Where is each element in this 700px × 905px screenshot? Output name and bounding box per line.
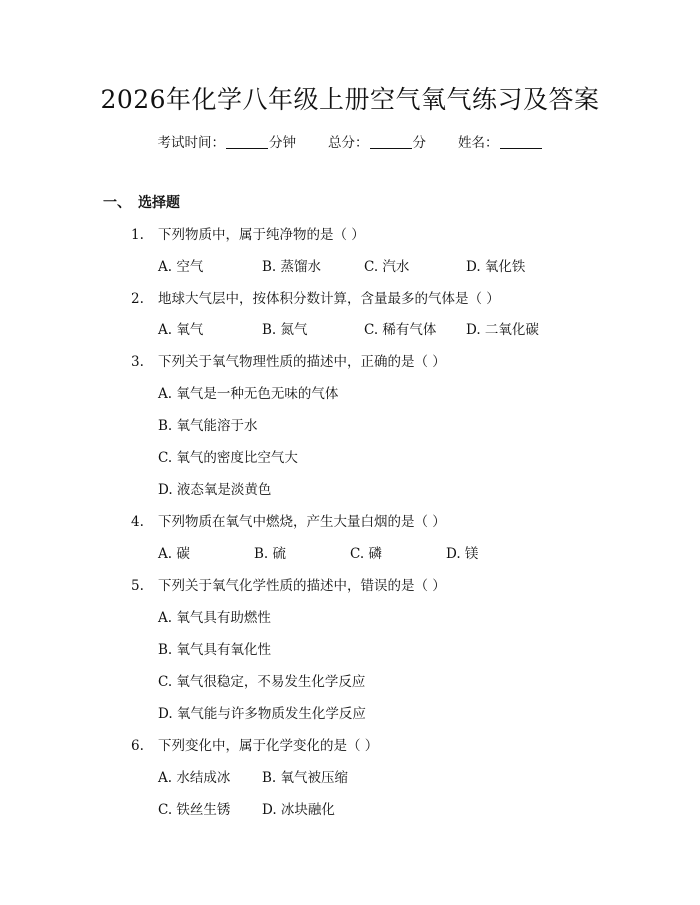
question-text: 下列关于氧气化学性质的描述中，错误的是（ ） <box>158 578 446 594</box>
question-text: 下列物质在氧气中燃烧，产生大量白烟的是（ ） <box>158 514 446 530</box>
page-title: 2026年化学八年级上册空气氧气练习及答案 <box>100 85 600 114</box>
q2-option-b: B. 氮气 <box>262 322 308 338</box>
section-title: 选择题 <box>138 195 180 211</box>
q1-option-c: C. 汽水 <box>364 259 410 275</box>
time-label: 考试时间： <box>157 135 225 151</box>
q1-option-b: B. 蒸馏水 <box>262 259 322 275</box>
question-number: 3. <box>131 354 144 370</box>
time-blank <box>226 148 268 149</box>
name-blank <box>500 148 542 149</box>
q3-option-b: B. 氧气能溶于水 <box>158 418 258 434</box>
question-number: 5. <box>131 578 144 594</box>
question-4 <box>131 510 446 530</box>
question-5 <box>131 574 446 594</box>
question-text: 地球大气层中，按体积分数计算，含量最多的气体是（ ） <box>158 291 500 307</box>
question-6 <box>131 734 378 754</box>
q4-option-d: D. 镁 <box>446 546 479 562</box>
question-number: 1. <box>131 227 144 243</box>
q6-option-b: B. 氧气被压缩 <box>262 770 349 786</box>
q3-option-d: D. 液态氧是淡黄色 <box>158 482 272 498</box>
question-text: 下列关于氧气物理性质的描述中，正确的是（ ） <box>158 354 446 370</box>
q5-option-a: A. 氧气具有助燃性 <box>158 610 271 626</box>
score-unit: 分 <box>412 135 426 151</box>
name-label: 姓名： <box>458 135 499 151</box>
q5-option-c: C. 氧气很稳定，不易发生化学反应 <box>158 674 366 690</box>
score-label: 总分： <box>328 135 369 151</box>
exam-info <box>0 131 700 151</box>
question-number: 4. <box>131 514 144 530</box>
q3-option-c: C. 氧气的密度比空气大 <box>158 450 298 466</box>
question-number: 2. <box>131 291 144 307</box>
question-2 <box>131 287 500 307</box>
q4-option-b: B. 硫 <box>254 546 287 562</box>
q5-option-d: D. 氧气能与许多物质发生化学反应 <box>158 706 366 722</box>
q6-option-c: C. 铁丝生锈 <box>158 802 231 818</box>
q3-option-a: A. 氧气是一种无色无味的气体 <box>158 386 339 402</box>
question-text: 下列物质中，属于纯净物的是（ ） <box>158 227 365 243</box>
section-number: 一、 <box>103 195 131 211</box>
question-3 <box>131 350 446 370</box>
q2-option-a: A. 氧气 <box>158 322 204 338</box>
q1-option-d: D. 氧化铁 <box>466 259 526 275</box>
q2-option-d: D. 二氧化碳 <box>466 322 539 338</box>
q4-option-c: C. 磷 <box>350 546 382 562</box>
q6-option-d: D. 冰块融化 <box>262 802 335 818</box>
question-1 <box>131 223 365 243</box>
q5-option-b: B. 氧气具有氧化性 <box>158 642 272 658</box>
q4-option-a: A. 碳 <box>158 546 190 562</box>
question-text: 下列变化中，属于化学变化的是（ ） <box>158 738 379 754</box>
section-heading <box>103 192 180 212</box>
q1-option-a: A. 空气 <box>158 259 204 275</box>
q2-option-c: C. 稀有气体 <box>364 322 437 338</box>
score-blank <box>370 148 412 149</box>
question-number: 6. <box>131 738 144 754</box>
q6-option-a: A. 水结成冰 <box>158 770 231 786</box>
time-unit: 分钟 <box>269 135 296 151</box>
